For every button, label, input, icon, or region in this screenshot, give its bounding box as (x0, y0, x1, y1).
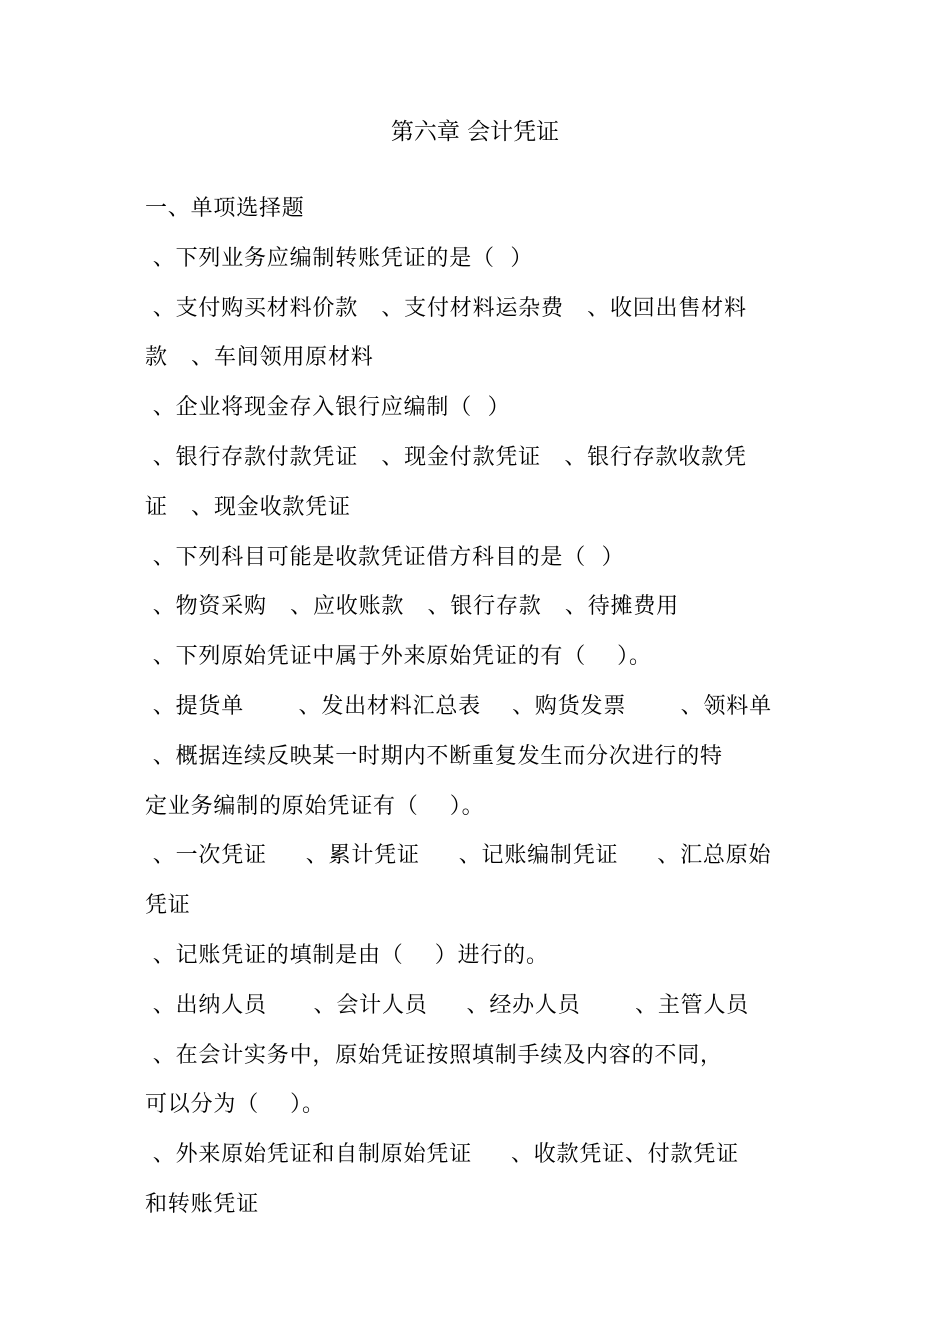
text-line: 、外来原始凭证和自制原始凭证 、收款凭证、付款凭证 (145, 1142, 739, 1168)
text-line: 、一次凭证 、累计凭证 、记账编制凭证 、汇总原始 (145, 843, 772, 869)
text-line: 、下列原始凭证中属于外来原始凭证的有（ ）。 (145, 644, 652, 670)
text-line: 、在会计实务中，原始凭证按照填制手续及内容的不同， (145, 1042, 723, 1068)
text-line: 证 、现金收款凭证 (145, 494, 351, 520)
text-line: 和转账凭证 (145, 1191, 260, 1217)
text-line: 、企业将现金存入银行应编制（ ） (145, 395, 511, 421)
text-line: 款 、车间领用原材料 (145, 345, 374, 371)
text-line: 、提货单 、发出材料汇总表 、购货发票 、领料单 (145, 693, 772, 719)
text-line: 、支付购买材料价款 、支付材料运杂费 、收回出售材料 (145, 295, 747, 321)
text-line: 、出纳人员 、会计人员 、经办人员 、主管人员 (145, 992, 750, 1018)
text-line: 定业务编制的原始凭证有（ ）。 (145, 793, 485, 819)
text-line: 、概据连续反映某一时期内不断重复发生而分次进行的特 (145, 743, 723, 769)
text-line: 凭证 (145, 893, 191, 919)
chapter-title: 第六章 会计凭证 (390, 119, 560, 145)
text-line: 可以分为（ ）。 (145, 1092, 325, 1118)
text-line: 、下列科目可能是收款凭证借方科目的是（ ） (145, 544, 625, 570)
section-heading: 一、单项选择题 (145, 196, 305, 221)
document-body (145, 184, 825, 1230)
text-line: 、银行存款付款凭证 、现金付款凭证 、银行存款收款凭 (145, 444, 747, 470)
text-line: 、记账凭证的填制是由（ ）进行的。 (145, 942, 549, 968)
text-line: 、下列业务应编制转账凭证的是（ ） (145, 245, 534, 271)
text-line: 、物资采购 、应收账款 、银行存款 、待摊费用 (145, 594, 679, 620)
